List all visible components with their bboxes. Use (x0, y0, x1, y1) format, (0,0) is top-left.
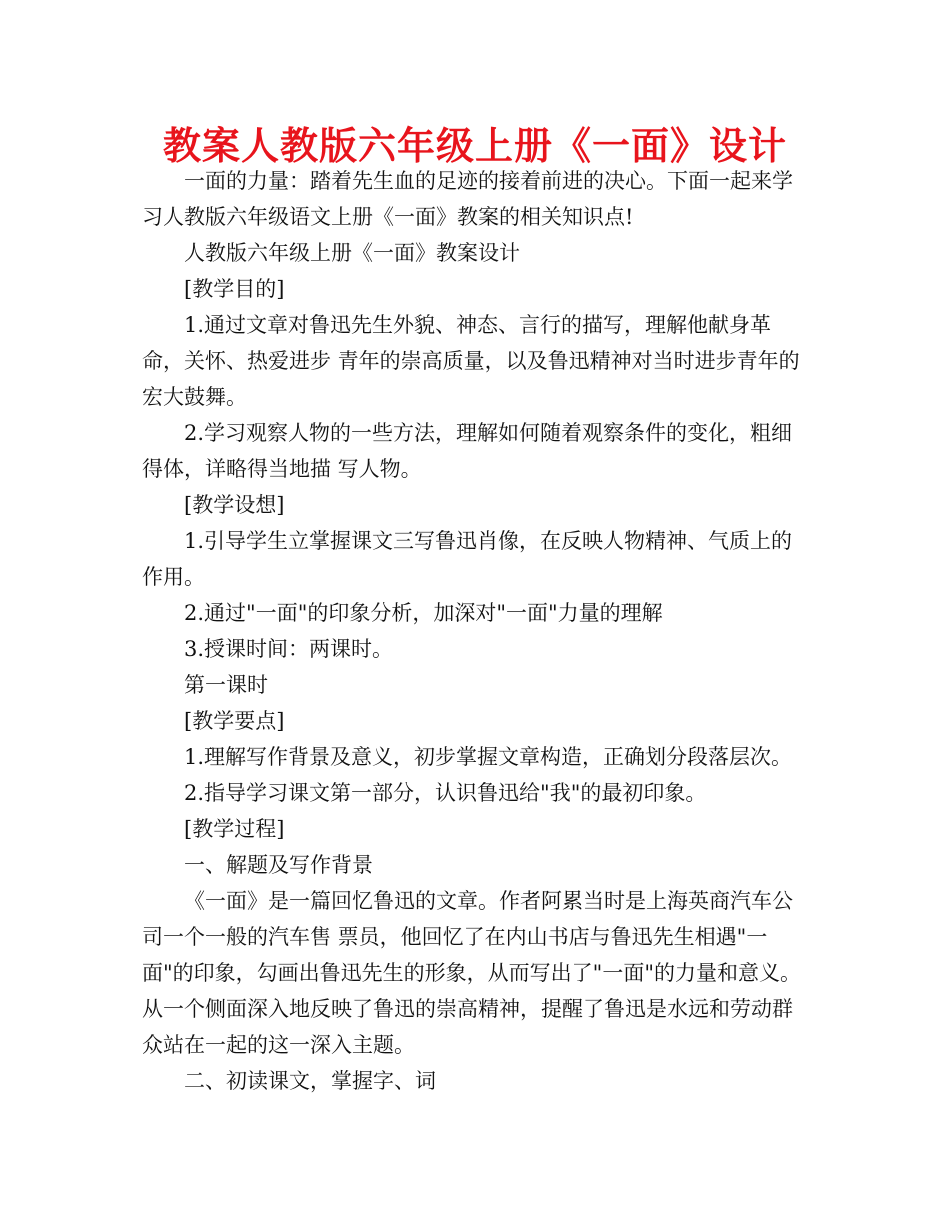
section-heading-objectives: [教学目的] (184, 277, 285, 301)
paragraph-objective-1: 1.通过文章对鲁迅先生外貌、神态、言行的描写，理解他献身革命，关怀、热爱进步 青年的崇高质量，以及鲁迅精神对当时进步青年的宏大鼓舞。 (142, 313, 800, 409)
section-heading-background: 一、解题及写作背景 (184, 853, 373, 877)
paragraph-key-point-1: 1.理解写作背景及意义，初步掌握文章构造，正确划分段落层次。 (184, 745, 793, 769)
paragraph-intro: 一面的力量：踏着先生血的足迹的接着前进的决心。下面一起来学习人教版六年级语文上册《一面》教案的相关知识点! (142, 169, 793, 229)
paragraph-design-1: 1.引导学生立掌握课文三写鲁迅肖像，在反映人物精神、气质上的作用。 (142, 529, 793, 589)
paragraph-key-point-2: 2.指导学习课文第一部分，认识鲁迅给"我"的最初印象。 (184, 781, 707, 805)
document-body (142, 163, 810, 1099)
section-heading-first-lesson: 第一课时 (184, 673, 268, 697)
paragraph-design-3: 3.授课时间：两课时。 (184, 637, 394, 661)
section-heading-key-points: [教学要点] (184, 709, 285, 733)
paragraph-subtitle: 人教版六年级上册《一面》教案设计 (184, 241, 520, 265)
document-title: 教案人教版六年级上册《一面》设计 (162, 124, 787, 168)
paragraph-design-2: 2.通过"一面"的印象分析，加深对"一面"力量的理解 (184, 601, 663, 625)
section-heading-design: [教学设想] (184, 493, 285, 517)
paragraph-objective-2: 2.学习观察人物的一些方法，理解如何随着观察条件的变化，粗细得体，详略得当地描 写人物。 (142, 421, 793, 481)
section-heading-process: [教学过程] (184, 817, 285, 841)
paragraph-background: 《一面》是一篇回忆鲁迅的文章。作者阿累当时是上海英商汽车公司一个一般的汽车售 票员，他回忆了在内山书店与鲁迅先生相遇"一面"的印象，勾画出鲁迅先生的形象，从而写出了"一面"的力量和意义。从一个侧面深入地反映了鲁迅的崇高精神，提醒了鲁迅是水远和劳动群众站在一起的这一深入主题。 (142, 889, 801, 1057)
section-heading-first-reading: 二、初读课文，掌握字、词 (184, 1069, 436, 1093)
